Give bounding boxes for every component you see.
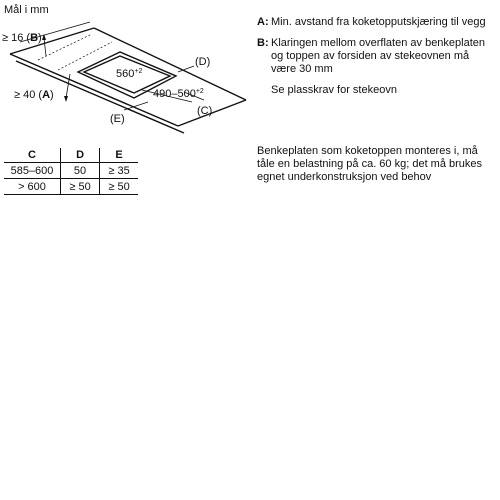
dim-label-e: (E) [110,113,125,125]
countertop [10,28,246,133]
table-row [4,179,138,195]
table-cell: 50 [61,163,100,179]
note-a [257,16,493,29]
table-cell: ≥ 50 [61,179,100,195]
note-text: Min. avstand fra koketopputskjæring til vegg [271,16,486,28]
note-b [257,37,493,76]
dimension-table [4,148,138,195]
table-cell: > 600 [4,179,61,195]
dim-label-a: ≥ 40 (A) [14,89,54,101]
table-cell: ≥ 50 [100,179,138,195]
table-cell: 585–600 [4,163,61,179]
dim-label-b: ≥ 16 (B) [2,32,42,44]
dim-label-c: (C) [197,105,213,117]
table-header: E [100,148,138,163]
notes-list [257,16,493,105]
note-text: Klaringen mellom overflaten av benkeplaten og toppen av forsiden av stekeovnen må være 30 mm [271,37,486,75]
table-row [4,163,138,179]
note-oven [257,84,493,97]
dim-label-d: (D) [195,56,211,68]
installation-diagram [0,14,250,134]
note-text: Se plasskrav for stekeovn [271,84,397,96]
table-cell: ≥ 35 [100,163,138,179]
cutout-width-label: $560^{+2}$ [116,68,143,80]
load-note: Benkeplaten som koketoppen monteres i, må tåle en belastning på ca. 60 kg; det må brukes egnet underkonstruksjon ved behov [257,145,483,183]
note-key: A: [257,16,269,28]
units-label: Mål i mm [4,4,49,16]
cutout-depth-label: $490-500^{+2}$ [153,88,204,100]
table-header: C [4,148,61,163]
table-header: D [61,148,100,163]
table-header-row [4,148,138,163]
note-key: B: [257,37,269,49]
